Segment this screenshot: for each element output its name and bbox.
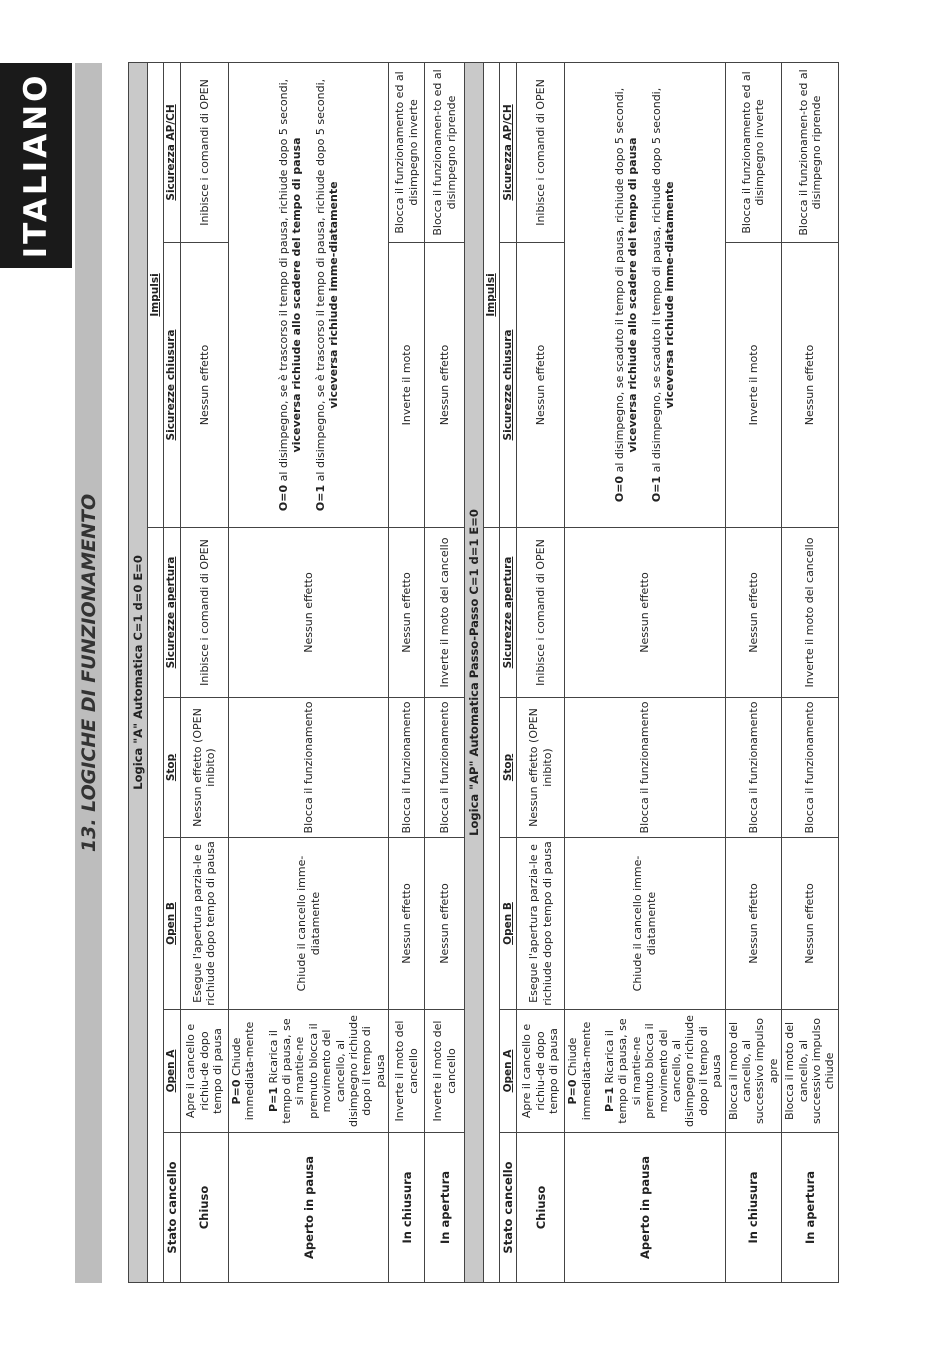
cell-safety-apch: Blocca il funzionamen-to ed al disimpegno riprende: [782, 62, 839, 242]
header-safety-apch: Sicurezza AP/CH: [163, 62, 180, 242]
state-closed: Chiuso: [180, 1133, 228, 1283]
cell-open-b: Chiude il cancello imme-diatamente: [565, 838, 725, 1010]
header-state: Stato cancello: [500, 1133, 517, 1283]
o0-bold: viceversa richiude allo scadere del tempo di pausa: [290, 137, 304, 453]
impulses-label: Impulsi: [484, 62, 500, 527]
state-paused: Aperto in pausa: [565, 1133, 725, 1283]
p0-key: P=0: [566, 1079, 580, 1105]
table-row: [389, 62, 425, 1282]
header-open-b: Open B: [500, 838, 517, 1010]
o1-key: O=1: [313, 484, 327, 512]
cell-open-b: Nessun effetto: [782, 838, 839, 1010]
cell-open-b: Chiude il cancello imme-diatamente: [228, 838, 388, 1010]
cell-open-a: [228, 1010, 388, 1133]
header-safety-close: Sicurezze chiusura: [163, 243, 180, 528]
cell-open-a: Blocca il moto del cancello, al successivo impulso chiude: [782, 1010, 839, 1133]
table-row: [565, 62, 725, 1282]
state-opening: In apertura: [782, 1133, 839, 1283]
table-row: [517, 62, 565, 1282]
table-row: [725, 62, 782, 1282]
o1-bold: viceversa richiude imme-diatamente: [663, 181, 677, 409]
table-title: Logica "AP" Automatica Passo-Passo C=1 d=1 E=0: [465, 62, 484, 1282]
cell-safety-open: Inverte il moto del cancello: [782, 528, 839, 698]
p1-text: Ricarica il tempo di pausa, se si mantie-ne premuto blocca il movimento del cancello, al disimpegno richiude dopo il tempo di pausa: [602, 1015, 724, 1127]
cell-open-a: Apre il cancello e richiu-de dopo tempo di pausa: [517, 1010, 565, 1133]
header-stop: Stop: [163, 698, 180, 838]
cell-safety-close: Nessun effetto: [517, 243, 565, 528]
cell-safety-open: Inibisce i comandi di OPEN: [180, 528, 228, 698]
cell-safety-close: Nessun effetto: [782, 243, 839, 528]
cell-open-a: [565, 1010, 725, 1133]
impulses-label: Impulsi: [148, 62, 164, 527]
table-row: [180, 62, 228, 1282]
o0-text: al disimpegno, se è trascorso il tempo di pausa, richiude dopo 5 secondi,: [276, 78, 290, 482]
cell-stop: Blocca il funzionamento: [565, 698, 725, 838]
table-row: [425, 62, 465, 1282]
cell-open-b: Esegue l'apertura parzia-le e richiude dopo tempo di pausa: [517, 838, 565, 1010]
table-title: Logica "A" Automatica C=1 d=0 E=0: [129, 62, 148, 1282]
cell-safety-apch: Blocca il funzionamento ed al disimpegno inverte: [389, 62, 425, 242]
o0-key: O=0: [613, 475, 627, 503]
cell-safety-apch: Inibisce i comandi di OPEN: [517, 62, 565, 242]
state-closing: In chiusura: [725, 1133, 782, 1283]
table-row: [782, 62, 839, 1282]
p1-key: P=1: [602, 1087, 616, 1112]
cell-safety-open: Nessun effetto: [228, 528, 388, 698]
cell-safety-close: Nessun effetto: [180, 243, 228, 528]
section-title: 13. LOGICHE DI FUNZIONAMENTO: [77, 493, 100, 853]
header-stop: Stop: [500, 698, 517, 838]
language-tab-label: ITALIANO: [18, 72, 54, 259]
cell-safety-close: Inverte il moto: [725, 243, 782, 528]
state-closing: In chiusura: [389, 1133, 425, 1283]
o1-text: al disimpegno, se è trascorso il tempo di pausa, richiude dopo 5 secondi,: [313, 78, 327, 482]
p0-key: P=0: [229, 1079, 243, 1105]
logic-tables: [128, 63, 837, 1283]
state-opening: In apertura: [425, 1133, 465, 1283]
cell-open-b: Nessun effetto: [389, 838, 425, 1010]
o0-key: O=0: [276, 484, 290, 512]
header-safety-close: Sicurezze chiusura: [500, 243, 517, 528]
cell-stop: Blocca il funzionamento: [228, 698, 388, 838]
p1-key: P=1: [266, 1087, 280, 1112]
o1-bold: viceversa richiude imme-diatamente: [326, 181, 340, 409]
cell-safety-open: Nessun effetto: [725, 528, 782, 698]
cell-open-a: Inverte il moto del cancello: [389, 1010, 425, 1133]
p1-text: Ricarica il tempo di pausa, se si mantie-ne premuto blocca il movimento del cancello, al disimpegno richiude dopo il tempo di pausa: [266, 1015, 387, 1127]
cell-stop: Blocca il funzionamento: [389, 698, 425, 838]
header-open-a: Open A: [500, 1010, 517, 1133]
state-paused: Aperto in pausa: [228, 1133, 388, 1283]
cell-open-b: Esegue l'apertura parzia-le e richiude dopo tempo di pausa: [180, 838, 228, 1010]
o0-bold: viceversa richiude allo scadere del tempo di pausa: [626, 137, 640, 453]
cell-stop: Nessun effetto (OPEN inibito): [517, 698, 565, 838]
cell-stop: Blocca il funzionamento: [425, 698, 465, 838]
cell-safety-apch: Blocca il funzionamento ed al disimpegno inverte: [725, 62, 782, 242]
cell-safety-open: Nessun effetto: [389, 528, 425, 698]
cell-safety-open: Nessun effetto: [565, 528, 725, 698]
cell-safety-close-apch: [565, 62, 725, 527]
p0-text: Chiude immediata-mente: [229, 1021, 257, 1121]
cell-safety-close: Inverte il moto: [389, 243, 425, 528]
header-open-b: Open B: [163, 838, 180, 1010]
header-safety-open: Sicurezze apertura: [500, 528, 517, 698]
o1-text: al disimpegno, se scaduto il tempo di pausa, richiude dopo 5 secondi,: [649, 87, 663, 473]
table-row: [228, 62, 388, 1282]
cell-open-a: Apre il cancello e richiu-de dopo tempo di pausa: [180, 1010, 228, 1133]
cell-open-b: Nessun effetto: [725, 838, 782, 1010]
header-open-a: Open A: [163, 1010, 180, 1133]
cell-open-a: Inverte il moto del cancello: [425, 1010, 465, 1133]
header-state: Stato cancello: [163, 1133, 180, 1283]
logic-table-a: [128, 62, 839, 1283]
cell-safety-apch: Blocca il funzionamen-to ed al disimpegno riprende: [425, 62, 465, 242]
o0-text: al disimpegno, se scaduto il tempo di pausa, richiude dopo 5 secondi,: [613, 87, 627, 473]
cell-safety-open: Inverte il moto del cancello: [425, 528, 465, 698]
state-closed: Chiuso: [517, 1133, 565, 1283]
o1-key: O=1: [649, 475, 663, 503]
header-safety-apch: Sicurezza AP/CH: [500, 62, 517, 242]
cell-safety-close: Nessun effetto: [425, 243, 465, 528]
cell-safety-close-apch: [228, 62, 388, 527]
cell-stop: Nessun effetto (OPEN inibito): [180, 698, 228, 838]
cell-open-a: Blocca il moto del cancello, al successivo impulso apre: [725, 1010, 782, 1133]
cell-safety-apch: Inibisce i comandi di OPEN: [180, 62, 228, 242]
cell-safety-open: Inibisce i comandi di OPEN: [517, 528, 565, 698]
header-safety-open: Sicurezze apertura: [163, 528, 180, 698]
cell-stop: Blocca il funzionamento: [782, 698, 839, 838]
p0-text: Chiude immediata-mente: [566, 1021, 593, 1121]
cell-open-b: Nessun effetto: [425, 838, 465, 1010]
cell-stop: Blocca il funzionamento: [725, 698, 782, 838]
